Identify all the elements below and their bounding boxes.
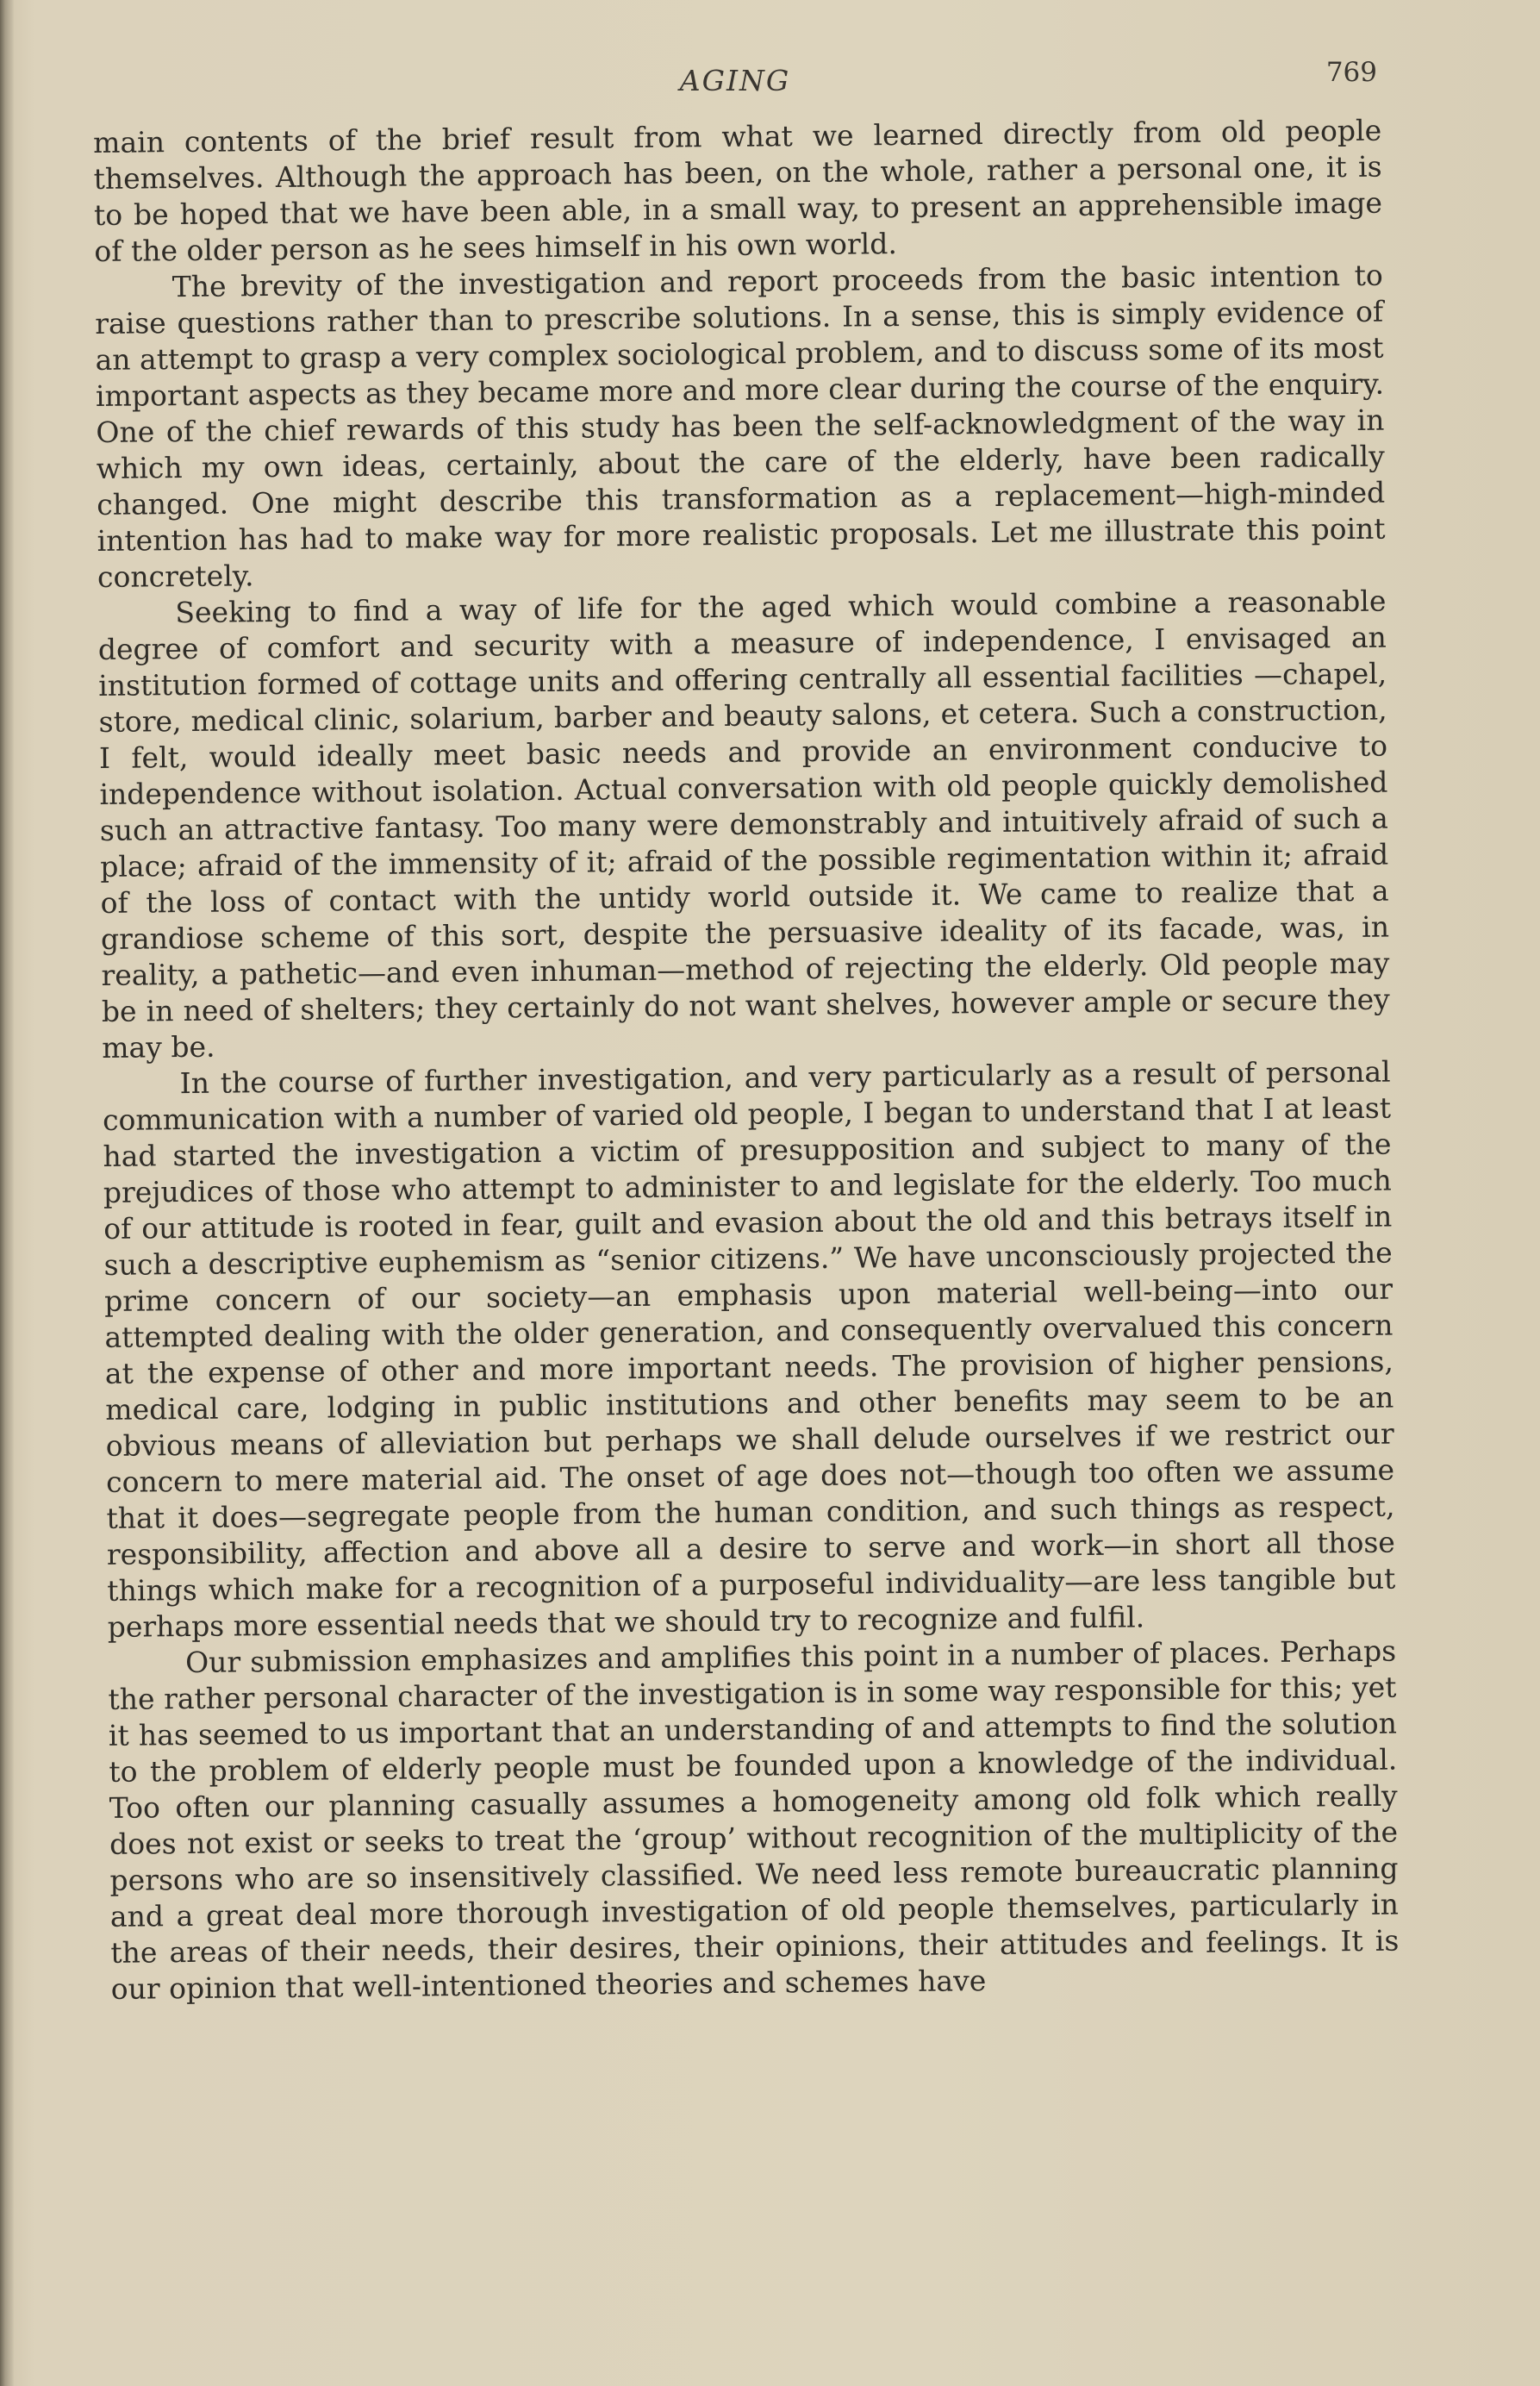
page-number: 769 bbox=[1325, 57, 1377, 88]
running-head-title: AGING bbox=[679, 64, 791, 97]
paragraph-continuation: main contents of the brief result from what we learned directly from old people themselves. Although the approach has been, on the whole, rather a personal one, it is to be hoped that we have been able, in a small way, to present an apprehensible image of the older person as he sees himself in his own world. bbox=[93, 113, 1383, 268]
running-head bbox=[93, 55, 1377, 107]
body-text bbox=[93, 113, 1400, 2008]
paragraph-our-submission: Our submission emphasizes and amplifies this point in a number of places. Perhaps the rather personal character of the investigation is in some way responsible for this; yet it has seemed to us important that an understanding of and attempts to find the solution to the problem of elderly people must be founded upon a knowledge of the individual. Too often our planning casually assumes a homogeneity among old folk which really does not exist or seeks to treat the ‘group’ without recognition of the multiplicity of the persons who are so insensitively classified. We need less remote bureaucratic planning and a great deal more thorough investigation of old people themselves, particularly in the areas of their needs, their desires, their opinions, their attitudes and feelings. It is our opinion that well-intentioned theories and schemes have bbox=[108, 1633, 1400, 2006]
paragraph-cottage-institution: Seeking to find a way of life for the aged which would combine a reasonable degree of comfort and security with a measure of independence, I envisaged an institution formed of cottage units and offering centrally all essential facilities —chapel, store, medical clinic, solarium, barber and beauty salons, et cetera. Such a construction, I felt, would ideally meet basic needs and provide an environment conducive to independence without isolation. Actual conversation with old people quickly demolished such an attractive fantasy. Too many were demonstrably and intuitively afraid of such a place; afraid of the immensity of it; afraid of the possible regimentation within it; afraid of the loss of contact with the untidy world outside it. We came to realize that a grandiose scheme of this sort, despite the persuasive ideality of its facade, was, in reality, a pathetic—and even inhuman—method of rejecting the elderly. Old people may be in need of shelters; they certainly do not want shelves, however ample or secure they may be. bbox=[97, 584, 1390, 1065]
paragraph-brevity: The brevity of the investigation and report proceeds from the basic intention to raise questions rather than to prescribe solutions. In a sense, this is simply evidence of an attempt to grasp a very complex sociological problem, and to discuss some of its most important aspects as they became more and more clear during the course of the enquiry. One of the chief rewards of this study has been the self-acknowledgment of the way in which my own ideas, certainly, about the care of the elderly, have been radically changed. One might describe this transformation as a replacement—high-minded intention has had to make way for more realistic proposals. Let me illustrate this point concretely. bbox=[95, 258, 1386, 594]
page-binding-edge bbox=[0, 0, 14, 2386]
paragraph-further-investigation: In the course of further investigation, and very particularly as a result of personal communication with a number of varied old people, I began to understand that I at least had started the investigation a victim of presupposition and subject to many of the prejudices of those who attempt to administer to and legislate for the elderly. Too much of our attitude is rooted in fear, guilt and evasion about the old and this betrays itself in such a descriptive euphemism as “senior citizens.” We have unconsciously projected the prime concern of our society—an emphasis upon material well-being—into our attempted dealing with the older generation, and consequently overvalued this concern at the expense of other and more important needs. The provision of higher pensions, medical care, lodging in public institutions and other benefits may seem to be an obvious means of alleviation but perhaps we shall delude ourselves if we restrict our concern to mere material aid. The onset of age does not—though too often we assume that it does—segregate people from the human condition, and such things as respect, responsibility, affection and above all a desire to serve and work—in short all those things which make for a recognition of a purposeful individuality—are less tangible but perhaps more essential needs that we should try to recognize and fulfil. bbox=[102, 1054, 1396, 1644]
